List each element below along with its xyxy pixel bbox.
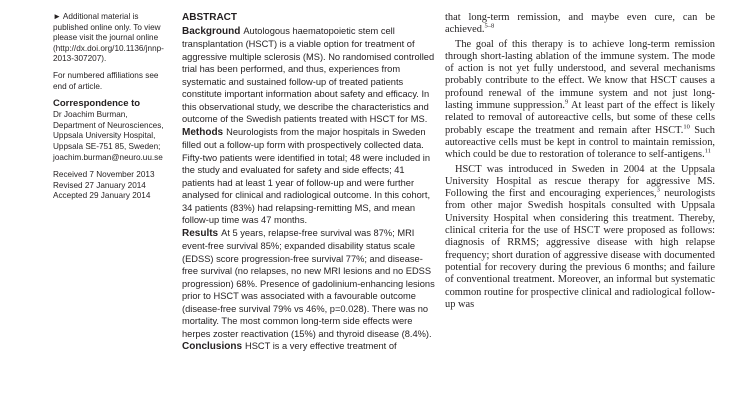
abstract-methods [182,126,437,227]
results-text: At 5 years, relapse-free survival was 87%; MRI event-free survival 85%; expanded disability status scale (EDSS) score progression-free survival 77%; and disease-free survival (no relapses, no new MRI lesions and no EDSS progression) 68%. Presence of gadolinium-enhancing lesions prior to HSCT was associated with a favourable outcome (disease-free survival 79% vs 46%, p=0.028). There was no mortality. The most common long-term side effects were herpes zoster reactivation (15%) and thyroid disease (8.4%). [182,227,435,339]
body-text: that long-term remission, and maybe even cure, can be achieved. [445,12,715,36]
methods-text: Neurologists from the major hospitals in Sweden filled out a follow-up form with prospectively collected data. Fifty-two patients were identified in total; 48 were included in the study and evaluated for safety and side effects; 41 patients had at least 1 year of follow-up and were further analysed for clinical and radiological outcome. In this cohort, 34 patients (83%) had relapsing-remitting MS, and mean follow-up time was 47 months. [182,126,431,225]
correspondence-line: Dr Joachim Burman, [53,110,128,120]
methods-heading: Methods [182,126,224,138]
body-text-column [445,12,715,313]
additional-material-note: ► Additional material is published online only. To view please visit the journal online (http://dx.doi.org/10.1136/jnnp-2013-307207). [53,12,164,64]
citation-ref: 10 [683,123,690,131]
correspondence-line: Uppsala University Hospital, [53,131,156,141]
background-heading: Background [182,25,241,37]
body-text: At least part of the effect is likely related to removal of autoreactive cells, but some of these cells probably escape the treatment and remain after HSCT. [445,100,715,136]
abstract-results [182,227,437,341]
correspondence-line: Department of Neurosciences, [53,120,164,130]
correspondence-line: Uppsala SE-751 85, Sweden; [53,141,161,151]
article-sidebar [53,12,163,202]
abstract-section [182,12,437,354]
body-text: neurologists from other major Swedish hospitals consulted with Uppsala University Hospital when considering this treatment. Thereby, clinical criteria for the use of HSCT were proposed as follows: diagnosis of RRMS; aggressive disease with high relapse frequency; short duration of aggressive disease with documented potential for recovery during the previous 6 months; and failure of conventional treatment. Moreover, an informal but systematic common routine for prospective clinical and radiological follow-up was [445,188,715,310]
conclusions-text: HSCT is a very effective treatment of [245,341,397,351]
correspondence-email: joachim.burman@neuro.uu.se [53,152,163,162]
revised-date: Revised 27 January 2014 [53,180,146,190]
received-date: Received 7 November 2013 [53,170,155,180]
abstract-background [182,25,437,126]
citation-ref: 9 [565,98,569,106]
conclusions-heading: Conclusions [182,341,243,352]
citation-ref: 5–8 [484,22,495,30]
correspondence-heading: Correspondence to [53,98,141,110]
body-paragraph [445,164,715,312]
body-text: HSCT was introduced in Sweden in 2004 at the Uppsala University Hospital as rescue therapy for aggressive MS. Following the first and encouraging experiences, [445,163,715,200]
citation-ref: 11 [704,147,711,155]
citation-ref: 3 [656,186,660,194]
body-text: Such autoreactive cells must be kept in control to maintain remission, which could be due to restoration of tolerance to self-antigens. [445,124,715,161]
body-text: The goal of this therapy is to achieve long-term remission through short-lasting ablation of the immune system. The mode of action is not yet fully understood, and several mechanisms probably contribute to the effect. We know that HSCT causes a profound renewal of the immune system and not just long-lasting immune suppression. [445,38,715,112]
article-dates [53,170,163,202]
background-text: Autologous haematopoietic stem cell transplantation (HSCT) is a viable option for treatment of aggressive multiple sclerosis (MS). No randomised controlled trial has been performed, and thus, experiences from systematic and sustained follow-up of treated patients constitute important information about safety and efficacy. In this observational study, we describe the characteristics and outcome of the Swedish patients treated with HSCT for MS. [182,25,435,124]
results-heading: Results [182,227,219,239]
accepted-date: Accepted 29 January 2014 [53,191,151,201]
abstract-conclusions [182,340,437,354]
body-paragraph [445,12,715,37]
abstract-title: ABSTRACT [182,12,237,23]
body-paragraph [445,39,715,162]
affiliations-note: For numbered affiliations see end of article. [53,70,159,91]
correspondence-address [53,110,163,163]
correspondence-block [53,98,163,163]
